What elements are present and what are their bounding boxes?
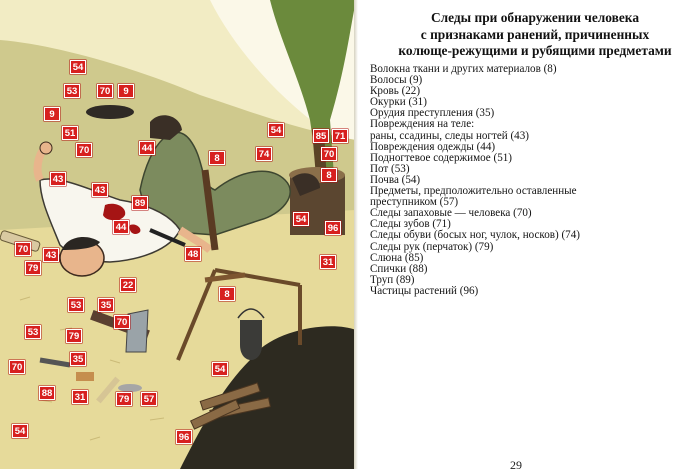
trace-item: Кровь (22) (370, 85, 421, 98)
trace-item: Следы рук (перчаток) (79) (370, 240, 494, 253)
heading-line-3: колюще-режущими и рубящими предметами (398, 43, 672, 58)
marker-injury: 43 (50, 172, 66, 186)
marker-hair: 54 (70, 60, 86, 74)
trace-item: Орудия преступления (35) (370, 107, 495, 120)
page-number: 29 (510, 458, 522, 472)
marker-scent: 70 (97, 84, 113, 98)
marker-plant-particles: 96 (325, 221, 341, 235)
marker-cigarette: 31 (72, 390, 88, 404)
marker-hand-prints: 79 (116, 392, 132, 406)
marker-weapon: 35 (70, 352, 86, 366)
trace-item: Волосы (9) (370, 74, 423, 87)
marker-matches: 88 (39, 386, 55, 400)
heading-line-2: с признаками ранений, причиненных (420, 26, 650, 42)
marker-soil: 54 (293, 212, 309, 226)
marker-fibers: 8 (209, 151, 225, 165)
marker-plant-particles: 96 (176, 430, 192, 444)
marker-scent: 70 (321, 147, 337, 161)
trace-item: Предметы, предположительно оставленные (370, 185, 577, 198)
marker-blood: 22 (120, 278, 136, 292)
marker-hair: 9 (44, 107, 60, 121)
marker-scent: 70 (76, 143, 92, 157)
marker-fibers: 8 (321, 168, 337, 182)
heading-line-1: Следы при обнаружении человека (430, 10, 640, 25)
marker-teeth: 71 (332, 129, 348, 143)
trace-item: Труп (89) (370, 273, 415, 286)
kettle (240, 320, 262, 360)
marker-weapon: 35 (98, 298, 114, 312)
marker-hand-prints: 79 (66, 329, 82, 343)
marker-injury: 43 (92, 183, 108, 197)
marker-soil: 54 (212, 362, 228, 376)
marker-sweat: 53 (64, 84, 80, 98)
matchbox (76, 372, 94, 381)
marker-scent: 70 (114, 315, 130, 329)
spoon (118, 384, 142, 392)
trace-list (370, 64, 698, 297)
marker-sweat: 53 (25, 325, 41, 339)
marker-hair: 9 (118, 84, 134, 98)
trace-item: Повреждения одежды (44) (370, 140, 496, 153)
marker-footprint: 74 (256, 147, 272, 161)
trace-item: Волокна ткани и других материалов (8) (370, 63, 557, 75)
marker-marker-48: 48 (185, 247, 201, 261)
trace-item: Следы зубов (71) (370, 218, 451, 231)
page-heading (376, 10, 694, 60)
trace-item: Спички (88) (370, 262, 428, 275)
marker-hand-prints: 79 (25, 261, 41, 275)
trace-item: Слюна (85) (370, 251, 424, 264)
marker-scent: 70 (9, 360, 25, 374)
marker-clothing-damage: 44 (139, 141, 155, 155)
marker-fibers: 8 (219, 287, 235, 301)
legend-page (358, 0, 700, 472)
trace-item: Следы обуви (босых ног, чулок, носков) (74) (370, 229, 580, 242)
marker-corpse: 89 (132, 196, 148, 210)
trace-item: Подногтевое содержимое (51) (370, 151, 512, 164)
trace-item: Окурки (31) (370, 96, 427, 109)
marker-scent: 70 (15, 242, 31, 256)
marker-nail-contents: 51 (62, 126, 78, 140)
marker-soil: 54 (268, 123, 284, 137)
trace-item: Частицы растений (96) (370, 284, 479, 297)
hat (86, 105, 134, 119)
marker-cigarette: 31 (320, 255, 336, 269)
trace-item: раны, ссадины, следы ногтей (43) (370, 129, 529, 142)
trace-item: Следы запаховые — человека (70) (370, 207, 532, 220)
marker-clothing-damage: 44 (113, 220, 129, 234)
marker-injury: 43 (43, 248, 59, 262)
trace-item: преступником (57) (370, 196, 459, 209)
marker-saliva: 85 (313, 129, 329, 143)
marker-sweat: 53 (68, 298, 84, 312)
marker-left-items: 57 (141, 392, 157, 406)
trace-item: Почва (54) (370, 173, 421, 186)
trace-item: Пот (53) (370, 162, 410, 175)
marker-soil: 54 (12, 424, 28, 438)
trace-item: Повреждения на теле: (370, 118, 475, 131)
